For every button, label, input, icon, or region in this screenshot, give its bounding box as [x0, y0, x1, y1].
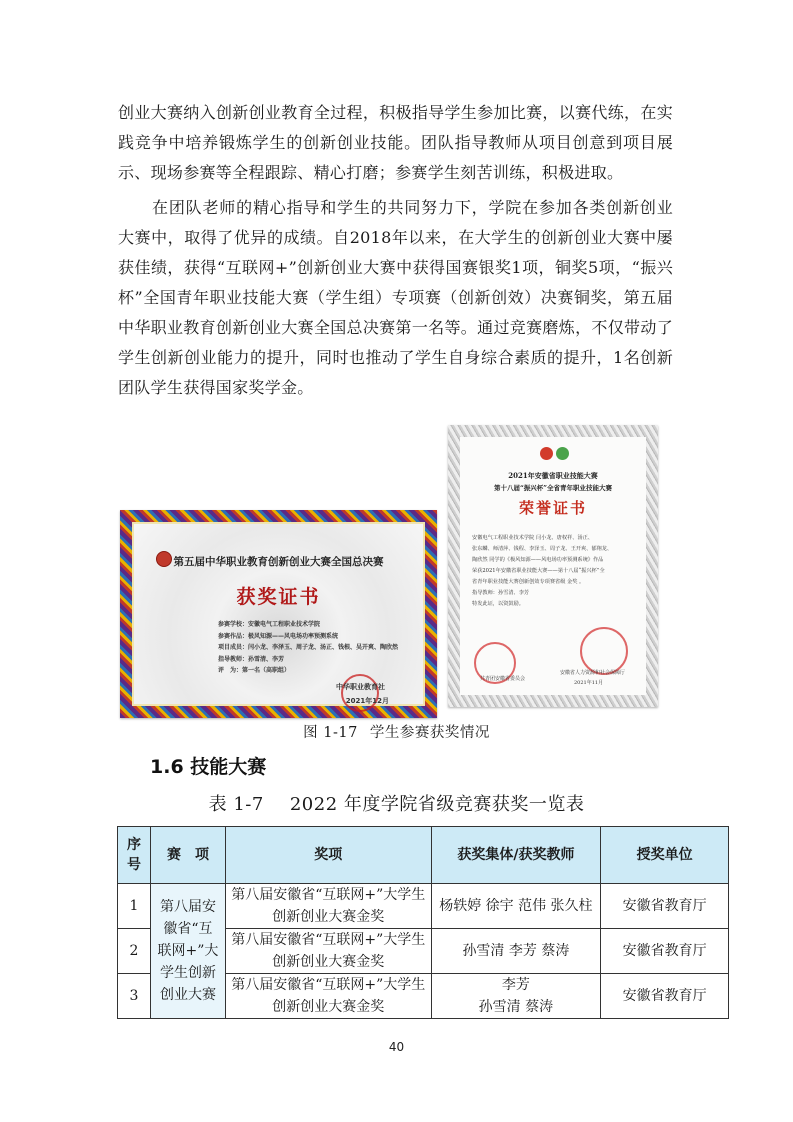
seal-stamp — [341, 674, 379, 712]
certificate-title-2: 第十八届“振兴杯”全省青年职业技能大赛 — [494, 484, 612, 492]
certificate-image-national — [120, 510, 437, 718]
certificate-line: 省青年职业技能大赛创新创效专项赛省级 金奖 。 — [472, 579, 585, 585]
header-award: 奖项 — [225, 827, 431, 884]
table-number: 表 1-7 — [208, 794, 264, 815]
certificate-line: 特发此证，以资鼓励。 — [472, 601, 524, 607]
logos — [540, 447, 570, 461]
league-emblem-icon — [540, 447, 553, 460]
award-cell: 第八届安徽省“互联网+”大学生创新创业大赛金奖 — [225, 929, 431, 974]
winners-cell: 孙雪清 李芳 蔡涛 — [431, 929, 601, 974]
unit-cell: 安徽省教育厅 — [601, 884, 729, 929]
award-cell: 第八届安徽省“互联网+”大学生创新创业大赛金奖 — [225, 884, 431, 929]
unit-cell: 安徽省教育厅 — [601, 929, 729, 974]
section-heading: 1.6 技能大赛 — [150, 756, 267, 778]
row-index: 1 — [118, 884, 151, 929]
certificate-date: 2021年11月 — [574, 680, 604, 686]
certificate-line: 评 为：第一名（高职组） — [218, 667, 291, 674]
certificate-line: 荣获2021年安徽省职业技能大赛——第十八届“振兴杯”全 — [472, 568, 605, 574]
figure-number: 图 1-17 — [303, 725, 358, 741]
header-index: 序号 — [118, 827, 151, 884]
winners-cell: 李芳 孙雪清 蔡涛 — [431, 974, 601, 1019]
header-winners: 获奖集体/获奖教师 — [431, 827, 601, 884]
certificate-heading: 获奖证书 — [236, 586, 321, 608]
table-row — [118, 884, 729, 929]
certificate-date: 2021年12月 — [345, 697, 389, 705]
certificate-line: 指导教师：孙雪清、李芳 — [472, 590, 530, 596]
certificate-line: 参赛学校：安徽电气工程职业技术学院 — [218, 621, 321, 628]
certificate-title-1: 2021年安徽省职业技能大赛 — [508, 471, 598, 480]
table-header-row — [118, 827, 729, 884]
row-index: 2 — [118, 929, 151, 974]
certificate-details — [218, 619, 398, 677]
header-event: 赛 项 — [150, 827, 225, 884]
awards-table — [117, 826, 729, 1019]
certificate-line: 安徽电气工程职业技术学院 闫小龙、唐权祥、汤正、 — [472, 535, 593, 541]
certificate-image-provincial — [448, 425, 658, 707]
winners-cell: 杨轶婷 徐宇 范伟 张久柱 — [431, 884, 601, 929]
certificate-line: 项目成员：闫小龙、李泽玉、周子龙、汤正、钱根、吴开爽、陶欣然 — [218, 644, 399, 651]
certificate-issuer: 安徽省人力资源和社会保障厅 — [560, 670, 626, 676]
certificate-line: 参赛作品：极风知源——风电场功率预测系统 — [218, 632, 339, 640]
unit-cell: 安徽省教育厅 — [601, 974, 729, 1019]
certificate-line: 陶欣然 同学的《极风知源——风电场功率预测系统》作品 — [472, 557, 604, 563]
figure-caption-text: 学生参赛获奖情况 — [369, 725, 490, 741]
event-cell: 第八届安徽省“互联网+”大学生创新创业大赛 — [150, 884, 225, 1019]
seal-stamp — [580, 627, 628, 675]
certificate-line: 指导教师：孙雪清、李芳 — [218, 655, 285, 663]
award-cell: 第八届安徽省“互联网+”大学生创新创业大赛金奖 — [225, 974, 431, 1019]
certificate-issuer: 共青团安徽省委员会 — [480, 676, 526, 682]
table-caption-text: 2022 年度学院省级竞赛获奖一览表 — [289, 794, 585, 815]
body-paragraph-2: 在团队老师的精心指导和学生的共同努力下，学院在参加各类创新创业大赛中，取得了优异的成绩。自2018年以来，在大学生的创新创业大赛中屡获佳绩，获得“互联网+”创新创业大赛中获得国赛银奖1项，铜奖5项，“振兴杯”全国青年职业技能大赛（学生组）专项赛（创新创效）决赛铜奖，第五届中华职业教育创新创业大赛全国总决赛第一名等。通过竞赛磨炼，不仅带动了学生创新创业能力的提升，同时也推动了学生自身综合素质的提升，1名创新团队学生获得国家奖学金。 — [118, 198, 673, 397]
certificate-title: 第五届中华职业教育创新创业大赛全国总决赛 — [173, 556, 384, 568]
certificate-heading: 荣誉证书 — [518, 499, 587, 517]
body-paragraph-1: 创业大赛纳入创新创业教育全过程，积极指导学生参加比赛，以赛代练，在实践竞争中培养锻炼学生的创新创业技能。团队指导教师从项目创意到项目展示、现场参赛等全程跟踪、精心打磨；参赛学生刻苦训练，积极进取。 — [118, 103, 673, 182]
certificate-issuer: 中华职业教育社 — [336, 683, 385, 691]
skills-logo-icon — [556, 447, 569, 460]
header-unit: 授奖单位 — [601, 827, 729, 884]
certificate-body — [472, 533, 638, 610]
table-caption — [0, 790, 793, 816]
page-number: 40 — [388, 1040, 405, 1054]
certificate-line: 张东麟、师清萍、钱程、李泽玉、周子龙、王开爽、郁翔龙、 — [472, 546, 613, 552]
row-index: 3 — [118, 974, 151, 1019]
figure-caption — [0, 721, 793, 742]
